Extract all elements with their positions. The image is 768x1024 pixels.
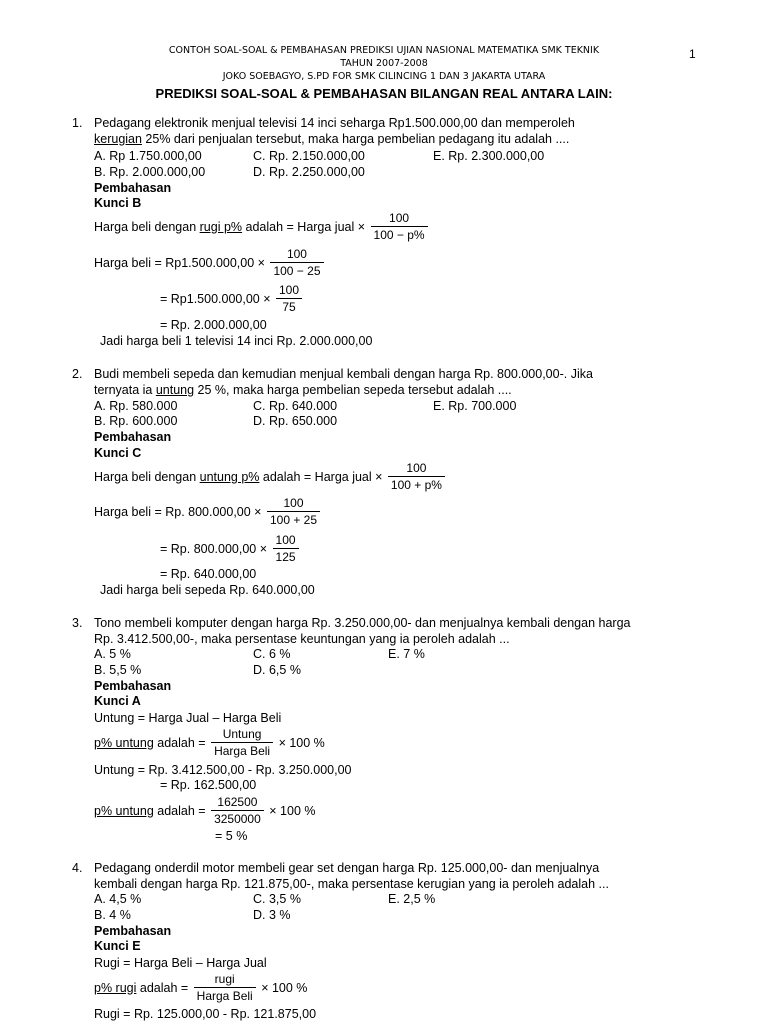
option-d: D. Rp. 2.250.000,00 bbox=[253, 165, 365, 179]
question-text: Tono membeli komputer dengan harga Rp. 3.250.000,00- dan menjualnya kembali dengan harga bbox=[94, 616, 631, 630]
definition: Untung = Harga Jual – Harga Beli bbox=[94, 711, 282, 725]
section-label: Pembahasan bbox=[94, 924, 172, 938]
calc-step: = Rp. 640.000,00 bbox=[160, 567, 257, 581]
option-b: B. 4 % bbox=[94, 908, 131, 922]
answer-key: Kunci B bbox=[94, 196, 142, 210]
option-b: B. Rp. 600.000 bbox=[94, 414, 178, 428]
header-line-2: TAHUN 2007-2008 bbox=[340, 58, 428, 69]
formula: p% untung adalah = $\frac{\text{Untung}}{\text{Harga Beli}}$ × 100 % bbox=[94, 727, 325, 758]
calc-step: = Rp. 800.000,00 × $\frac{100}{125}$ bbox=[160, 533, 301, 564]
answer-key: Kunci C bbox=[94, 446, 142, 460]
calc-step: Rugi = Rp. 125.000,00 - Rp. 121.875,00 bbox=[94, 1007, 317, 1021]
calc-step: Harga beli = Rp. 800.000,00 × $\frac{100}{100 + 25}$ bbox=[94, 496, 322, 527]
calc-step: = Rp. 162.500,00 bbox=[160, 778, 257, 792]
option-c: C. 3,5 % bbox=[253, 892, 301, 906]
question-number: 2. bbox=[72, 367, 83, 381]
option-d: D. 6,5 % bbox=[253, 663, 301, 677]
definition: Rugi = Harga Beli – Harga Jual bbox=[94, 956, 267, 970]
option-d: D. Rp. 650.000 bbox=[253, 414, 338, 428]
question-number: 3. bbox=[72, 616, 83, 630]
page-number: 1 bbox=[689, 47, 696, 61]
question-text: Pedagang elektronik menjual televisi 14 inci seharga Rp1.500.000,00 dan memperoleh bbox=[94, 116, 575, 130]
option-c: C. 6 % bbox=[253, 647, 291, 661]
header-line-3: JOKO SOEBAGYO, S.PD FOR SMK CILINCING 1 DAN 3 JAKARTA UTARA bbox=[222, 71, 546, 82]
header-line-1: CONTOH SOAL-SOAL & PEMBAHASAN PREDIKSI UJIAN NASIONAL MATEMATIKA SMK TEKNIK bbox=[168, 45, 600, 56]
formula: Harga beli dengan rugi p% adalah = Harga jual × $\frac{100}{100 - p\%}$ bbox=[94, 211, 430, 242]
question-text: kerugian 25% dari penjualan tersebut, maka harga pembelian pedagang itu adalah .... bbox=[94, 132, 570, 146]
question-number: 1. bbox=[72, 116, 83, 130]
formula: p% rugi adalah = $\frac{\text{rugi}}{\text{Harga Beli}}$ × 100 % bbox=[94, 972, 308, 1003]
calc-step: Harga beli = Rp1.500.000,00 × $\frac{100}{100 - 25}$ bbox=[94, 247, 326, 278]
page-title: PREDIKSI SOAL-SOAL & PEMBAHASAN BILANGAN REAL ANTARA LAIN: bbox=[155, 86, 613, 101]
section-label: Pembahasan bbox=[94, 679, 172, 693]
answer-key: Kunci A bbox=[94, 694, 141, 708]
question-text: Rp. 3.412.500,00-, maka persentase keuntungan yang ia peroleh adalah ... bbox=[94, 632, 510, 646]
section-label: Pembahasan bbox=[94, 181, 172, 195]
question-text: Pedagang onderdil motor membeli gear set dengan harga Rp. 125.000,00- dan menjualnya bbox=[94, 861, 600, 875]
option-b: B. 5,5 % bbox=[94, 663, 142, 677]
option-d: D. 3 % bbox=[253, 908, 291, 922]
option-e: E. 2,5 % bbox=[388, 892, 436, 906]
option-b: B. Rp. 2.000.000,00 bbox=[94, 165, 206, 179]
result: = 5 % bbox=[215, 829, 248, 843]
question-text: ternyata ia untung 25 %, maka harga pembelian sepeda tersebut adalah .... bbox=[94, 383, 512, 397]
section-label: Pembahasan bbox=[94, 430, 172, 444]
conclusion: Jadi harga beli 1 televisi 14 inci Rp. 2.000.000,00 bbox=[100, 334, 373, 348]
conclusion: Jadi harga beli sepeda Rp. 640.000,00 bbox=[100, 583, 315, 597]
option-c: C. Rp. 640.000 bbox=[253, 399, 338, 413]
option-a: A. Rp. 580.000 bbox=[94, 399, 178, 413]
option-a: A. 4,5 % bbox=[94, 892, 142, 906]
option-e: E. Rp. 2.300.000,00 bbox=[433, 149, 545, 163]
formula: Harga beli dengan untung p% adalah = Harga jual × $\frac{100}{100 + p\%}$ bbox=[94, 461, 447, 492]
question-number: 4. bbox=[72, 861, 83, 875]
option-e: E. Rp. 700.000 bbox=[433, 399, 517, 413]
calc-step: = Rp1.500.000,00 × $\frac{100}{75}$ bbox=[160, 283, 304, 314]
calc-step: Untung = Rp. 3.412.500,00 - Rp. 3.250.000,00 bbox=[94, 763, 352, 777]
option-e: E. 7 % bbox=[388, 647, 425, 661]
option-a: A. Rp 1.750.000,00 bbox=[94, 149, 202, 163]
answer-key: Kunci E bbox=[94, 939, 141, 953]
formula: p% untung adalah = $\frac{162500}{3250000}$ × 100 % bbox=[94, 795, 316, 826]
option-c: C. Rp. 2.150.000,00 bbox=[253, 149, 365, 163]
question-text: kembali dengan harga Rp. 121.875,00-, maka persentase kerugian yang ia peroleh adalah ... bbox=[94, 877, 609, 891]
calc-step: = Rp. 2.000.000,00 bbox=[160, 318, 267, 332]
question-text: Budi membeli sepeda dan kemudian menjual kembali dengan harga Rp. 800.000,00-. Jika bbox=[94, 367, 593, 381]
option-a: A. 5 % bbox=[94, 647, 131, 661]
